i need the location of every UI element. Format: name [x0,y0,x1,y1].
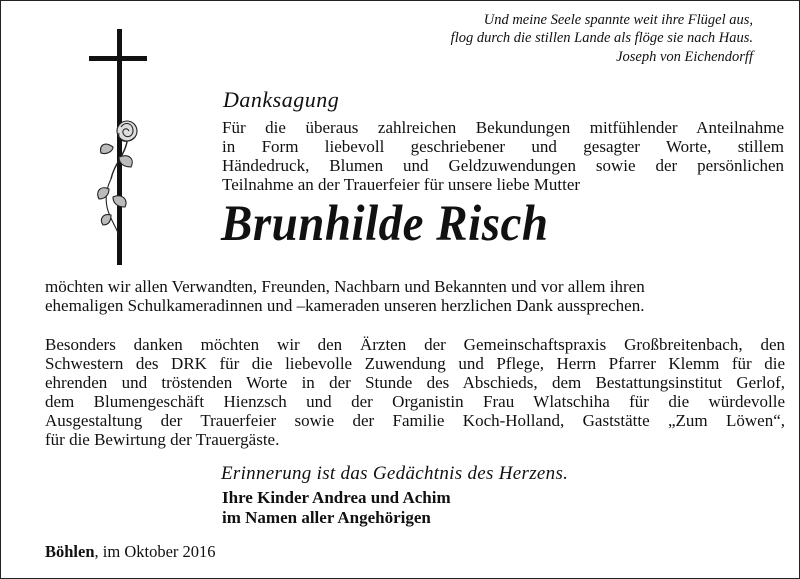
intro-paragraph [222,118,784,194]
text-line: in Form liebevoll geschriebener und gesagter Worte, stillem [222,137,784,156]
heading-danksagung: Danksagung [223,87,340,112]
deceased-name: Brunhilde Risch [221,195,549,253]
cross-with-rose-icon [83,29,153,265]
poem-author: Joseph von Eichendorff [616,49,753,65]
signature [222,488,451,528]
poem-line: Und meine Seele spannte weit ihre Flügel aus, [483,12,753,28]
text-line: ehemaligen Schulkameradinnen und –kameraden unseren herzlichen Dank aussprechen. [45,296,645,315]
text-line: Besonders danken möchten wir den Ärzten der Gemeinschaftspraxis Großbreitenbach, den [45,335,785,354]
text-line: für die Bewirtung der Trauergäste. [45,430,280,449]
cross-rose-graphic [83,29,153,265]
place-date [45,542,216,562]
place-name: Böhlen [45,542,95,561]
poem-quote [361,11,753,66]
text-line: Für die überaus zahlreichen Bekundungen mitfühlender Anteilnahme [222,118,784,137]
cross-vertical-beam [117,29,122,265]
text-line: möchten wir allen Verwandten, Freunden, Nachbarn und Bekannten und vor allem ihren [45,277,645,296]
text-line: Ausgestaltung der Trauerfeier sowie der Familie Koch-Holland, Gaststätte „Zum Löwen“, [45,411,785,430]
date-text: , im Oktober 2016 [94,542,216,561]
poem-line: flog durch die stillen Lande als flöge sie nach Haus. [450,30,753,46]
text-line: ehrenden und tröstenden Worte in der Stunde des Abschieds, dem Bestattungsinstitut Gerlof, [45,373,785,392]
closing-quote: Erinnerung ist das Gedächtnis des Herzens. [221,463,569,484]
thanks-paragraph [45,277,757,315]
special-thanks-paragraph [45,335,785,449]
cross-horizontal-beam [89,56,147,61]
text-line: Schwestern des DRK für die liebevolle Zuwendung und Pflege, Herrn Pfarrer Klemm für die [45,354,785,373]
text-line: dem Blumengeschäft Hienzsch und der Organistin Frau Wlatschiha für die würdevolle [45,392,785,411]
signature-line: Ihre Kinder Andrea und Achim [222,488,451,507]
text-line: Teilnahme an der Trauerfeier für unsere liebe Mutter [222,175,581,194]
signature-line: im Namen aller Angehörigen [222,508,431,527]
text-line: Händedruck, Blumen und Geldzuwendungen sowie der persönlichen [222,156,784,175]
